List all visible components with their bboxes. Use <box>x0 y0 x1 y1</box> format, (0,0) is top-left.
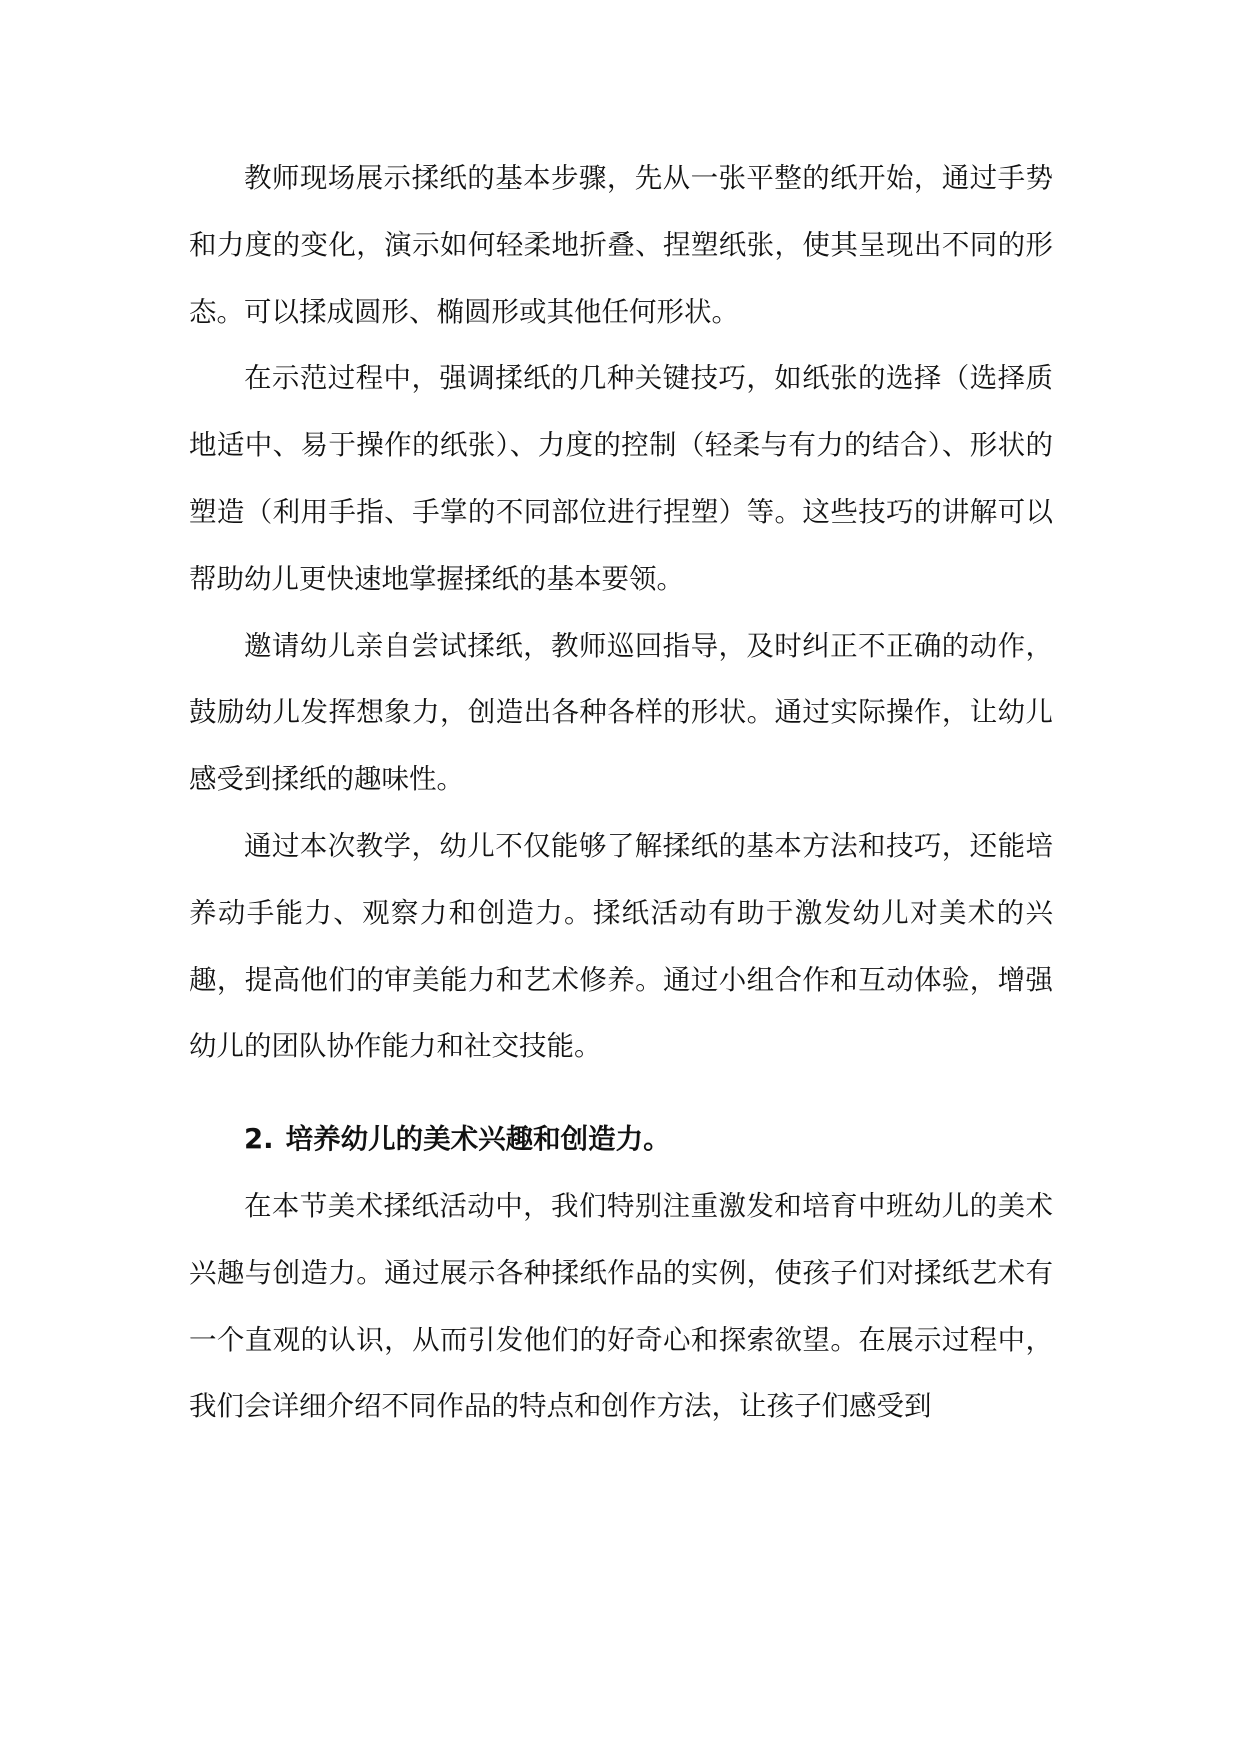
paragraph-interest-creativity: 在本节美术揉纸活动中，我们特别注重激发和培育中班幼儿的美术兴趣与创造力。通过展示各种揉纸作品的实例，使孩子们对揉纸艺术有一个直观的认识，从而引发他们的好奇心和探索欲望。在展示过程中，我们会详细介绍不同作品的特点和创作方法，让孩子们感受到 <box>189 1189 1053 1423</box>
paragraph-demo-steps: 教师现场展示揉纸的基本步骤，先从一张平整的纸开始，通过手势和力度的变化，演示如何轻柔地折叠、捏塑纸张，使其呈现出不同的形态。可以揉成圆形、椭圆形或其他任何形状。 <box>189 162 1053 328</box>
section-heading <box>189 1106 1053 1173</box>
paragraph-hands-on-practice: 邀请幼儿亲自尝试揉纸，教师巡回指导，及时纠正不正确的动作，鼓励幼儿发挥想象力，创造出各种各样的形状。通过实际操作，让幼儿感受到揉纸的趣味性。 <box>189 629 1053 796</box>
paragraph-teaching-summary: 通过本次教学，幼儿不仅能够了解揉纸的基本方法和技巧，还能培养动手能力、观察力和创造力。揉纸活动有助于激发幼儿对美术的兴趣，提高他们的审美能力和艺术修养。通过小组合作和互动体验，增强幼儿的团队协作能力和社交技能。 <box>189 829 1053 1063</box>
document-body <box>189 145 1053 1440</box>
section-number: 2. <box>244 1123 274 1156</box>
section-title: 培养幼儿的美术兴趣和创造力。 <box>285 1123 671 1156</box>
paragraph-key-techniques: 在示范过程中，强调揉纸的几种关键技巧，如纸张的选择（选择质地适中、易于操作的纸张）、力度的控制（轻柔与有力的结合）、形状的塑造（利用手指、手掌的不同部位进行捏塑）等。这些技巧的讲解可以帮助幼儿更快速地掌握揉纸的基本要领。 <box>189 362 1053 595</box>
